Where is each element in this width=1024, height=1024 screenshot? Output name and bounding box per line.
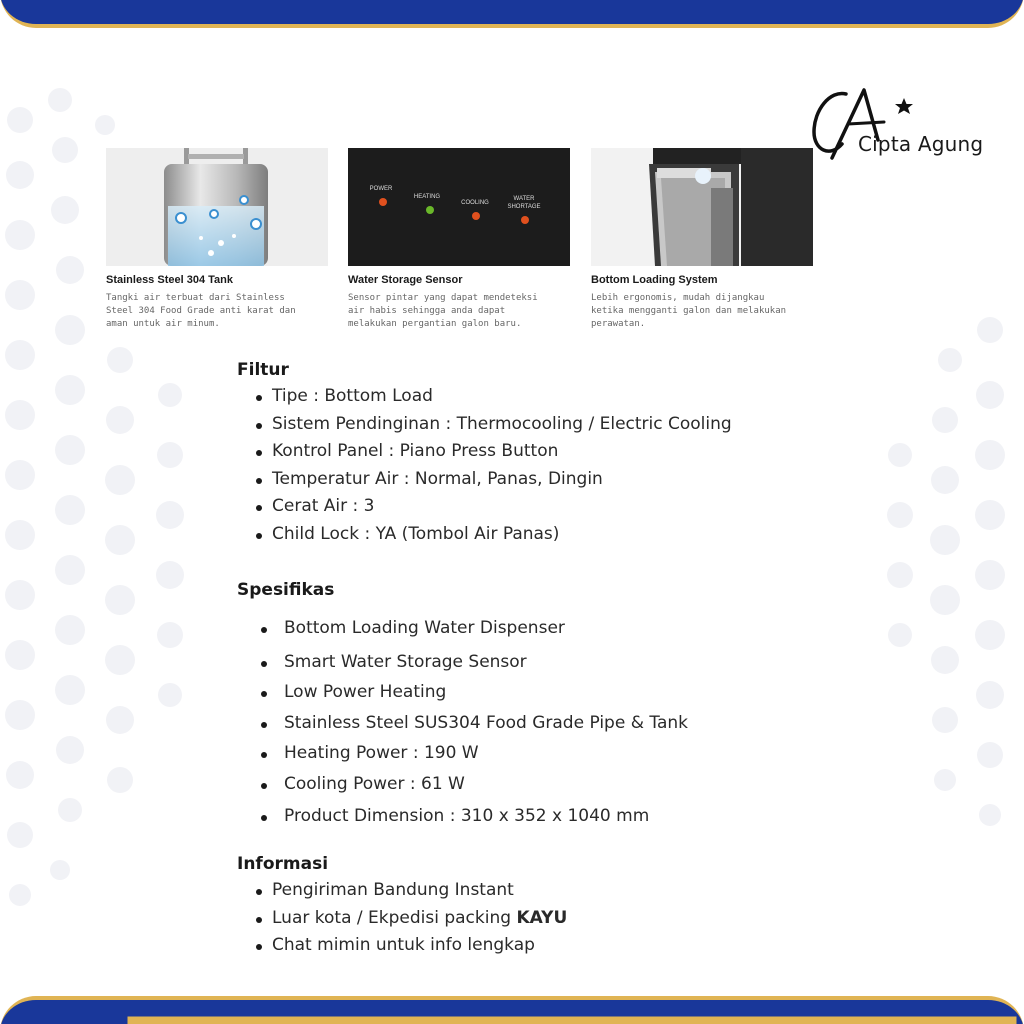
cooling-led-icon [472, 212, 480, 220]
informasi-heading: Informasi [237, 854, 329, 874]
list-item: Low Power Heating [284, 682, 688, 713]
filtur-list [272, 386, 732, 551]
sensor-label-shortage: SHORTAGE [507, 204, 541, 210]
packing-bold-text: KAYU [516, 907, 568, 928]
tank-image [106, 148, 328, 266]
sensor-label-water: WATER [513, 196, 535, 202]
list-item: Temperatur Air : Normal, Panas, Dingin [272, 469, 732, 497]
list-item: Smart Water Storage Sensor [284, 652, 688, 682]
brand-name: Cipta Agung [858, 132, 984, 156]
list-item-packing [272, 908, 567, 936]
list-item: Kontrol Panel : Piano Press Button [272, 441, 732, 469]
packing-text: Luar kota / Ekpedisi packing [272, 907, 517, 928]
list-item: Cooling Power : 61 W [284, 774, 688, 806]
list-item: Chat mimin untuk info lengkap [272, 935, 567, 963]
feature-bottom-loading [591, 148, 813, 331]
sensor-label-cooling: COOLING [461, 200, 489, 206]
heating-led-icon [426, 206, 434, 214]
sensor-panel-image [348, 148, 570, 266]
list-item: Pengiriman Bandung Instant [272, 880, 567, 908]
list-item: Heating Power : 190 W [284, 743, 688, 774]
power-led-icon [379, 198, 387, 206]
feature-sensor [348, 148, 570, 331]
spesifikas-list [284, 618, 688, 836]
top-band [0, 0, 1024, 28]
list-item: Product Dimension : 310 x 352 x 1040 mm [284, 806, 688, 836]
list-item: Child Lock : YA (Tombol Air Panas) [272, 524, 732, 552]
feature-desc: Sensor pintar yang dapat mendeteksi air habis sehingga anda dapat melakukan pergantian galon baru. [348, 293, 538, 329]
list-item: Bottom Loading Water Dispenser [284, 618, 688, 652]
sensor-label-heating: HEATING [413, 194, 441, 200]
sensor-label-power: POWER [369, 186, 393, 192]
filtur-heading: Filtur [237, 360, 289, 380]
feature-tank [106, 148, 328, 331]
feature-desc: Tangki air terbuat dari Stainless Steel 304 Food Grade anti karat dan aman untuk air minum. [106, 293, 296, 329]
list-item: Stainless Steel SUS304 Food Grade Pipe & Tank [284, 713, 688, 743]
list-item: Cerat Air : 3 [272, 496, 732, 524]
feature-title: Bottom Loading System [591, 274, 718, 286]
feature-title: Stainless Steel 304 Tank [106, 274, 233, 286]
shortage-led-icon [521, 216, 529, 224]
bottom-band [0, 996, 1024, 1024]
informasi-list [272, 880, 567, 963]
brand-logo [808, 80, 988, 166]
list-item: Sistem Pendinginan : Thermocooling / Electric Cooling [272, 414, 732, 442]
dispenser-image [591, 148, 813, 266]
feature-desc: Lebih ergonomis, mudah dijangkau ketika mengganti galon dan melakukan perawatan. [591, 293, 787, 329]
list-item: Tipe : Bottom Load [272, 386, 732, 414]
feature-title: Water Storage Sensor [348, 274, 463, 286]
spesifikas-heading: Spesifikas [237, 580, 335, 600]
